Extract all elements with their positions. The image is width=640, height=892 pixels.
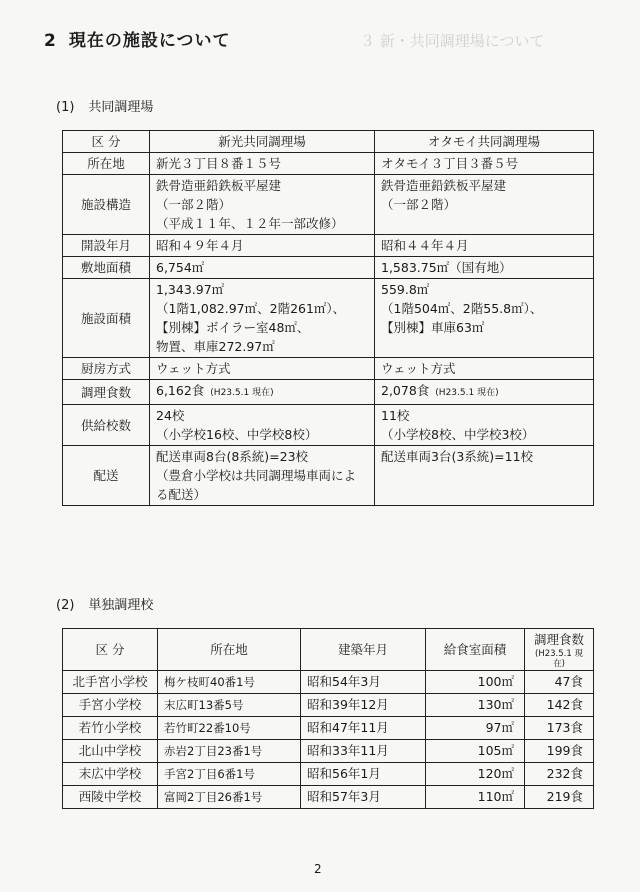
row-label: 開設年月 <box>63 235 150 257</box>
table-row <box>63 405 594 446</box>
page-number: 2 <box>314 862 322 876</box>
kitchen-area: 100㎡ <box>426 671 525 694</box>
row-label: 施設面積 <box>63 279 150 358</box>
cell-otamoi: オタモイ３丁目３番５号 <box>375 153 594 175</box>
row-label: 所在地 <box>63 153 150 175</box>
school-name: 若竹小学校 <box>63 717 158 740</box>
section-number: (1) <box>56 100 75 115</box>
meal-count: 199食 <box>525 740 594 763</box>
bleed-through-text: ３ 新・共同調理場について <box>360 32 545 50</box>
header-address: 所在地 <box>158 629 301 671</box>
built-date: 昭和47年11月 <box>301 717 426 740</box>
section-number: (2) <box>56 598 75 613</box>
section-title: 単独調理校 <box>88 598 154 613</box>
school-name: 西陵中学校 <box>63 786 158 809</box>
section-heading-single <box>56 594 153 613</box>
cell-otamoi: 昭和４４年４月 <box>375 235 594 257</box>
cell-shinko: 24校 （小学校16校、中学校8校） <box>150 405 375 446</box>
header-label: 区 分 <box>63 131 150 153</box>
built-date: 昭和39年12月 <box>301 694 426 717</box>
kitchen-area: 97㎡ <box>426 717 525 740</box>
meal-count: 6,162食 <box>156 383 205 398</box>
as-of-note: (H23.5.1 現在) <box>210 388 274 398</box>
table-row <box>63 235 594 257</box>
built-date: 昭和33年11月 <box>301 740 426 763</box>
cell-otamoi: 配送車両3台(3系統)=11校 <box>375 446 594 506</box>
table-row <box>63 446 594 506</box>
header-shinko: 新光共同調理場 <box>150 131 375 153</box>
school-address: 梅ケ枝町40番1号 <box>158 671 301 694</box>
section-heading-joint <box>56 96 153 115</box>
table-row <box>63 257 594 279</box>
section-title: 共同調理場 <box>88 100 154 115</box>
table-row <box>63 671 594 694</box>
header-meals <box>525 629 594 671</box>
cell-shinko: 1,343.97㎡ （1階1,082.97㎡、2階261㎡）、 【別棟】ボイラー室48㎡、 物置、車庫272.97㎡ <box>150 279 375 358</box>
row-label: 施設構造 <box>63 175 150 235</box>
heading-title: 現在の施設について <box>68 31 231 51</box>
row-label: 厨房方式 <box>63 358 150 380</box>
school-name: 北山中学校 <box>63 740 158 763</box>
header-name: 区 分 <box>63 629 158 671</box>
table-row <box>63 175 594 235</box>
school-address: 末広町13番5号 <box>158 694 301 717</box>
header-otamoi: オタモイ共同調理場 <box>375 131 594 153</box>
kitchen-area: 105㎡ <box>426 740 525 763</box>
table-row <box>63 740 594 763</box>
kitchen-area: 130㎡ <box>426 694 525 717</box>
cell-shinko: 配送車両8台(8系統)=23校 （豊倉小学校は共同調理場車両による配送） <box>150 446 375 506</box>
cell-otamoi: 1,583.75㎡（国有地） <box>375 257 594 279</box>
meal-count: 173食 <box>525 717 594 740</box>
cell-shinko: ウェット方式 <box>150 358 375 380</box>
built-date: 昭和54年3月 <box>301 671 426 694</box>
table-row <box>63 358 594 380</box>
row-label: 配送 <box>63 446 150 506</box>
table-row <box>63 279 594 358</box>
cell-shinko: 鉄骨造亜鉛鉄板平屋建 （一部２階） （平成１１年、１２年一部改修） <box>150 175 375 235</box>
meal-count: 219食 <box>525 786 594 809</box>
meal-count: 2,078食 <box>381 383 430 398</box>
header-meals-label: 調理食数 <box>533 632 584 647</box>
table-row <box>63 153 594 175</box>
single-kitchen-table <box>62 628 594 809</box>
school-address: 富岡2丁目26番1号 <box>158 786 301 809</box>
table-header-row <box>63 629 594 671</box>
cell-otamoi: ウェット方式 <box>375 358 594 380</box>
school-name: 手宮小学校 <box>63 694 158 717</box>
cell-otamoi: 559.8㎡ （1階504㎡、2階55.8㎡）、 【別棟】車庫63㎡ <box>375 279 594 358</box>
meal-count: 232食 <box>525 763 594 786</box>
kitchen-area: 110㎡ <box>426 786 525 809</box>
table-row <box>63 717 594 740</box>
header-built: 建築年月 <box>301 629 426 671</box>
cell-shinko: 新光３丁目８番１５号 <box>150 153 375 175</box>
meal-count: 142食 <box>525 694 594 717</box>
row-label: 調理食数 <box>63 380 150 405</box>
cell-shinko: 6,754㎡ <box>150 257 375 279</box>
school-name: 北手宮小学校 <box>63 671 158 694</box>
cell-otamoi: 11校 （小学校8校、中学校3校） <box>375 405 594 446</box>
cell-otamoi: 鉄骨造亜鉛鉄板平屋建 （一部２階） <box>375 175 594 235</box>
as-of-note: (H23.5.1 現在) <box>535 649 583 669</box>
school-name: 末広中学校 <box>63 763 158 786</box>
as-of-note: (H23.5.1 現在) <box>435 388 499 398</box>
row-label: 敷地面積 <box>63 257 150 279</box>
table-row <box>63 786 594 809</box>
cell-shinko: 昭和４９年４月 <box>150 235 375 257</box>
row-label: 供給校数 <box>63 405 150 446</box>
table-row <box>63 763 594 786</box>
cell-otamoi <box>375 380 594 405</box>
meal-count: 47食 <box>525 671 594 694</box>
school-address: 若竹町22番10号 <box>158 717 301 740</box>
school-address: 手宮2丁目6番1号 <box>158 763 301 786</box>
page-heading <box>44 26 231 51</box>
header-area: 給食室面積 <box>426 629 525 671</box>
school-address: 赤岩2丁目23番1号 <box>158 740 301 763</box>
cell-shinko <box>150 380 375 405</box>
heading-number: 2 <box>44 31 57 51</box>
joint-kitchen-table <box>62 130 594 506</box>
built-date: 昭和57年3月 <box>301 786 426 809</box>
table-row <box>63 694 594 717</box>
table-row <box>63 380 594 405</box>
built-date: 昭和56年1月 <box>301 763 426 786</box>
table-header-row <box>63 131 594 153</box>
kitchen-area: 120㎡ <box>426 763 525 786</box>
